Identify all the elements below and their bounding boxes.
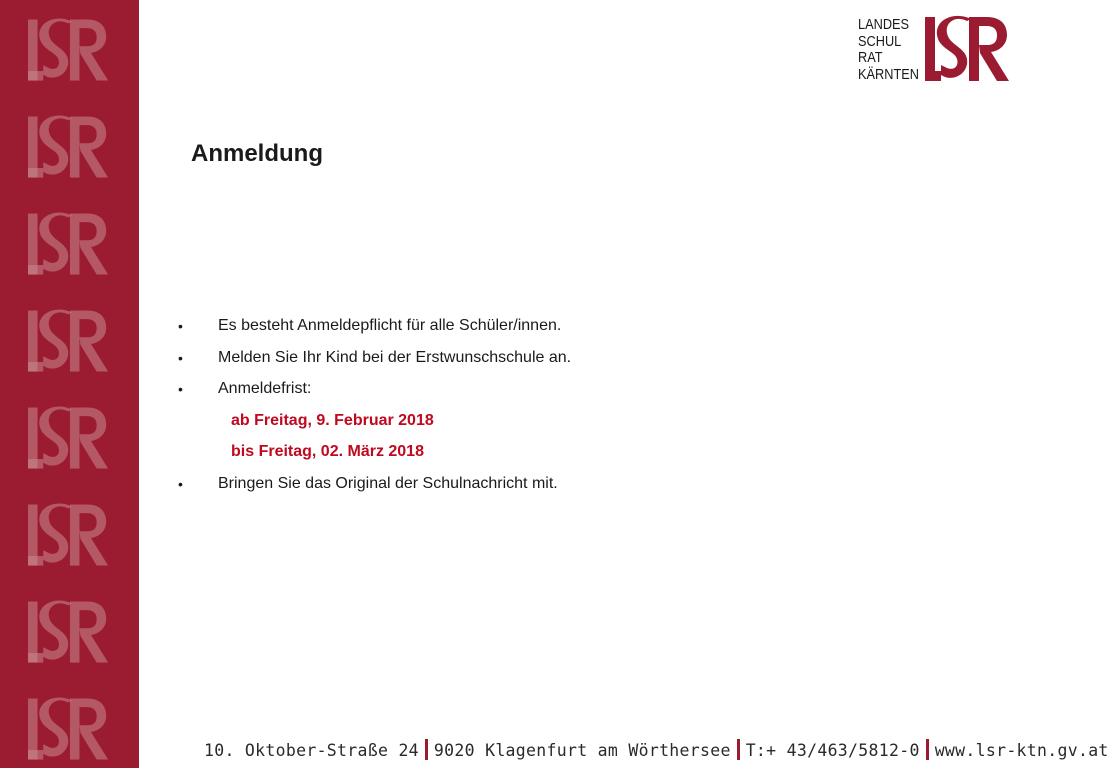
logo-line-landes: LANDES — [858, 17, 910, 33]
lsr-watermark-logo — [28, 12, 110, 90]
deadline-start — [178, 410, 878, 442]
deadline-end — [178, 441, 878, 473]
lsr-watermark-logo — [28, 400, 110, 478]
lsr-watermark-logo — [28, 303, 110, 381]
footer-separator — [737, 739, 740, 760]
footer-address: 10. Oktober-Straße 24 — [204, 741, 419, 760]
list-item-text: Es besteht Anmeldepflicht für alle Schüler/innen. — [218, 317, 562, 334]
bullet-list — [178, 315, 878, 504]
lsr-watermark-logo — [28, 691, 110, 769]
bullet-icon: • — [178, 381, 183, 397]
list-item — [178, 347, 878, 379]
bullet-icon: • — [178, 475, 183, 492]
logo-wordmark — [858, 17, 921, 83]
lsr-watermark-logo — [28, 497, 110, 575]
footer-city: 9020 Klagenfurt am Wörthersee — [433, 741, 731, 760]
list-item-text: Anmeldefrist: — [218, 380, 312, 397]
logo-line-rat: RAT — [858, 50, 883, 66]
list-item-text: Melden Sie Ihr Kind bei der Erstwunschschule an. — [218, 348, 572, 366]
list-item — [178, 378, 878, 410]
list-item — [178, 315, 878, 347]
footer-separator — [425, 739, 428, 760]
deadline-end-text: bis Freitag, 02. März 2018 — [231, 443, 424, 460]
footer-contact — [204, 735, 1109, 767]
slide-title: Anmeldung — [191, 140, 323, 167]
list-item — [178, 473, 878, 505]
bullet-icon: • — [178, 349, 183, 366]
sidebar-watermark-band — [0, 0, 139, 768]
logo-line-schul: SCHUL — [858, 33, 902, 50]
lsr-watermark-logo — [28, 594, 110, 672]
list-item-text: Bringen Sie das Original der Schulnachricht mit. — [218, 474, 558, 492]
deadline-start-text: ab Freitag, 9. Februar 2018 — [231, 411, 434, 429]
lsr-logo-icon — [925, 16, 1011, 84]
footer-separator — [926, 739, 929, 760]
bullet-icon: • — [178, 318, 183, 334]
lsr-watermark-logo — [28, 109, 110, 187]
logo-line-kaernten: KÄRNTEN — [858, 66, 919, 83]
footer-phone: T:+ 43/463/5812-0 — [745, 741, 920, 760]
lsr-watermark-logo — [28, 206, 110, 284]
footer-web: www.lsr-ktn.gv.at — [934, 741, 1109, 760]
